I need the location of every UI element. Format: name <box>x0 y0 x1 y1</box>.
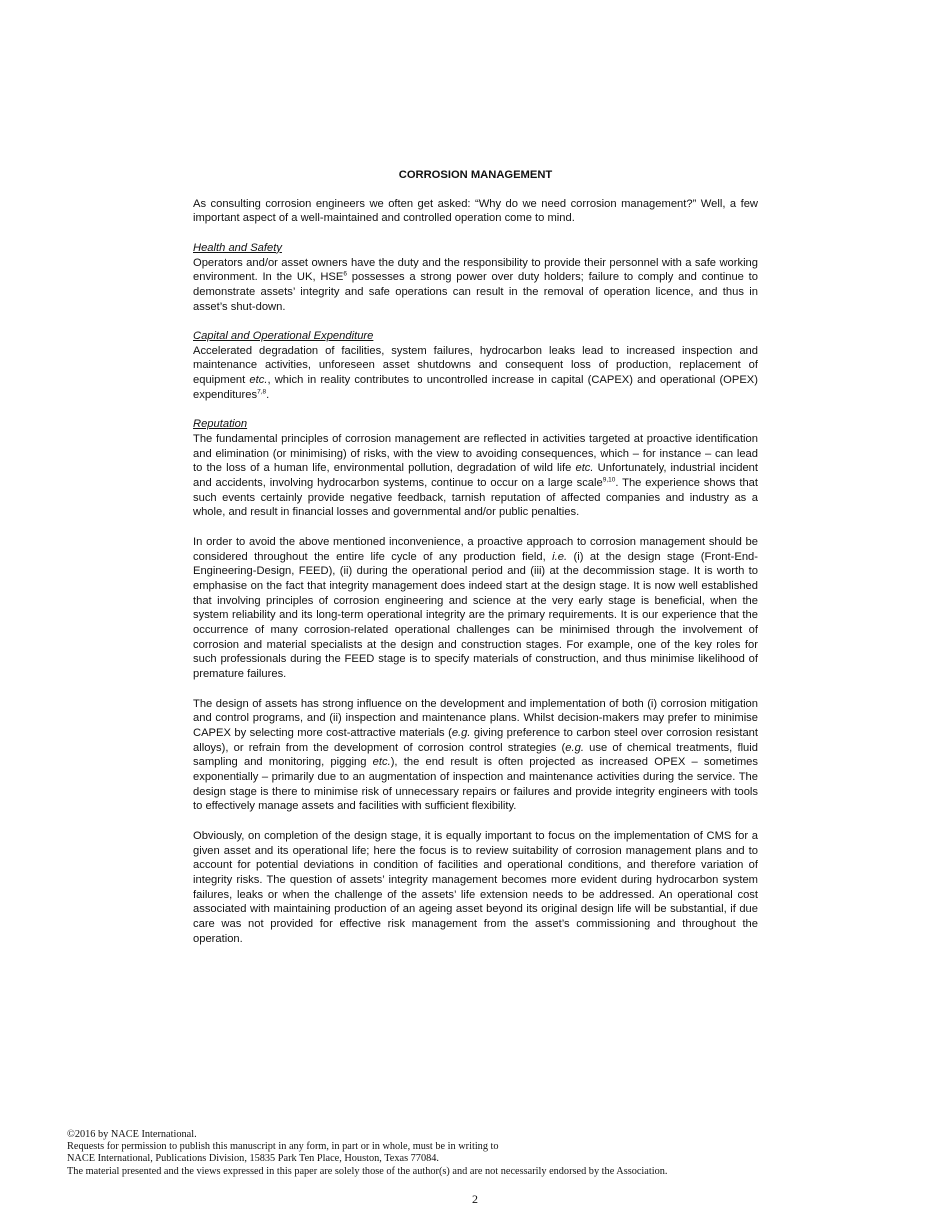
section-body-reputation <box>193 432 758 520</box>
capex-etc: etc. <box>249 374 268 387</box>
design-etc: etc. <box>372 756 391 769</box>
footer-address: NACE International, Publications Division, 15835 Park Ten Place, Houston, Texas 77084. <box>67 1153 439 1165</box>
footer <box>67 1129 887 1178</box>
footer-permission: Requests for permission to publish this manuscript in any form, in part or in whole, must be in writing to <box>67 1141 499 1153</box>
paragraph-design <box>193 697 758 815</box>
health-text-a: Operators and/or asset owners have the duty and the responsibility to provide their personnel with a safe working environment. In the UK, HSE <box>193 256 758 284</box>
section-health-and-safety <box>193 241 758 315</box>
section-body-capex <box>193 344 758 403</box>
reputation-text-a: The fundamental principles of corrosion management are reflected in activities targeted at proactive identification and elimination (or minimising) of risks, with the view to avoiding consequences, which – for instance – can lead to the loss of a human life, environmental pollution, degradation of wild life <box>193 432 758 475</box>
design-eg-2: e.g. <box>565 741 584 754</box>
design-text-b: giving preference to carbon steel over corrosion resistant alloys), or refrain from the development of corrosion control strategies ( <box>193 726 758 754</box>
reputation-etc: etc. <box>575 462 594 475</box>
lifecycle-text-b: (i) at the design stage (Front-End-Engineering-Design, FEED), (ii) during the operational period and (iii) at the decommission stage. It is worth to emphasise on the fact that integrity management does indeed start at the design stage. It is now well established that involving principles of corrosion engineering and science at the very early stage is beneficial, when the system reliability and its long-term operational integrity are the primary requirements. It is our experience that the occurrence of many corrosion-related operational challenges can be minimised through the involvement of corrosion and material specialists at the design and construction stages. For example, one of the key roles for such professionals during the FEED stage is to specify materials of construction, and thus minimise likelihood of premature failures. <box>193 550 758 681</box>
lifecycle-ie: i.e. <box>552 550 568 563</box>
section-heading-capex: Capital and Operational Expenditure <box>193 330 374 342</box>
reference-7-8: 7,8 <box>257 388 267 396</box>
page-title: CORROSION MANAGEMENT <box>398 169 553 181</box>
reference-6: 6 <box>343 270 347 278</box>
design-eg-1: e.g. <box>451 726 471 739</box>
design-text-d: ), the end result is often projected as increased OPEX – sometimes exponentially – primarily due to an augmentation of inspection and maintenance activities during the service. The design stage is there to minimise risk of unnecessary repairs or failures and provide integrity engineers with tools to effectively manage assets and facilities with sufficient flexibility. <box>193 756 758 813</box>
intro-paragraph: As consulting corrosion engineers we often get asked: “Why do we need corrosion management?” Well, a few important aspect of a well-maintained and controlled operation come to mind. <box>193 197 758 225</box>
section-body-health <box>193 256 758 315</box>
paragraph-lifecycle <box>193 535 758 682</box>
paragraph-operation: Obviously, on completion of the design stage, it is equally important to focus on the implementation of CMS for a given asset and its operational life; here the focus is to review suitability of corrosion management plans and to account for potential deviations in condition of facilities and operational conditions, and therefore variation of integrity risks. The question of assets’ integrity management becomes more evident during hydrocarbon system failures, leaks or when the challenge of the assets’ life extension needs to be addressed. An operational cost associated with maintaining production of an ageing asset beyond its original design life will be substantial, if due care was not provided for effective risk management from the asset’s commissioning and throughout the operation. <box>193 829 758 945</box>
section-heading-reputation: Reputation <box>193 418 248 431</box>
article-body <box>193 168 758 961</box>
capex-text-c: . <box>266 388 270 401</box>
section-capex-opex <box>193 329 758 403</box>
design-text-a: The design of assets has strong influence on the development and implementation of both (i) corrosion mitigation and control programs, and (ii) inspection and maintenance plans. Whilst decision-makers may prefer to minimise CAPEX by selecting more cost-attractive materials ( <box>193 697 758 739</box>
section-heading-health: Health and Safety <box>193 241 282 254</box>
capex-text-a: Accelerated degradation of facilities, system failures, hydrocarbon leaks lead to increased inspection and maintenance activities, unforeseen asset shutdowns and consequent loss of production, replacement of equipment <box>193 344 758 387</box>
reputation-text-b: Unfortunately, industrial incident and accidents, involving hydrocarbon systems, continue to occur on a large scale <box>193 462 759 490</box>
reputation-text-c: . The experience shows that such events certainly provide negative feedback, tarnish reputation of affected companies and industry as a whole, and result in financial losses and governmental and/or public penalties. <box>193 477 758 519</box>
health-text-b: possesses a strong power over duty holders; failure to comply and continue to demonstrate assets’ integrity and safe operations can result in the removal of operation licence, and thus in asset’s shut-down. <box>193 271 759 313</box>
lifecycle-text-a: In order to avoid the above mentioned inconvenience, a proactive approach to corrosion management should be considered throughout the entire life cycle of any production field, <box>193 535 758 563</box>
reference-9-10: 9,10 <box>602 476 616 484</box>
footer-disclaimer: The material presented and the views expressed in this paper are solely those of the author(s) and are not necessarily endorsed by the Association. <box>67 1165 668 1177</box>
capex-text-b: , which in reality contributes to uncontrolled increase in capital (CAPEX) and operational (OPEX) expenditures <box>193 374 758 401</box>
footer-copyright: ©2016 by NACE International. <box>67 1129 197 1140</box>
design-text-c: use of chemical treatments, fluid sampling and monitoring, pigging <box>193 741 758 769</box>
section-reputation <box>193 417 758 520</box>
page-number: 2 <box>472 1192 478 1206</box>
